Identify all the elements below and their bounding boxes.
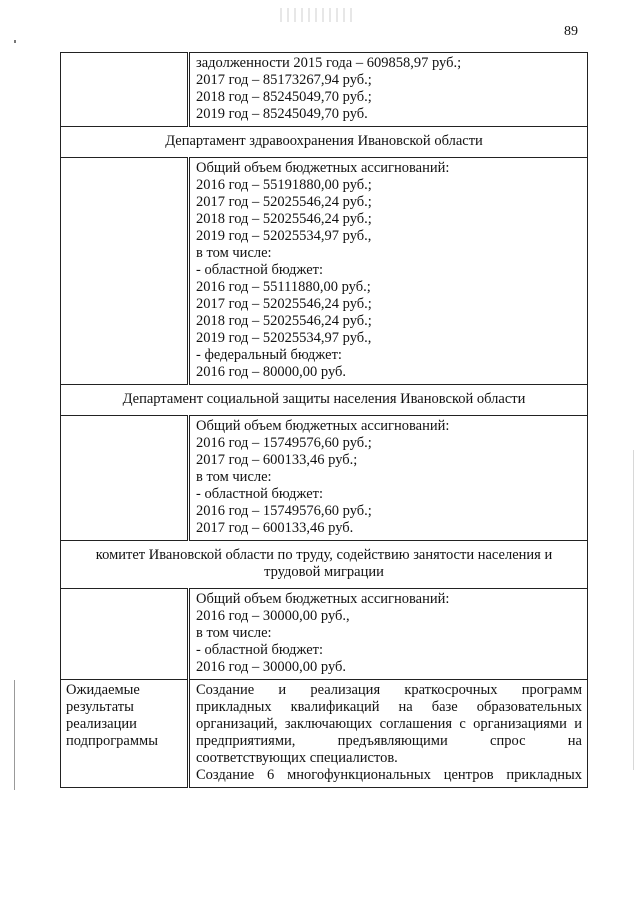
section-header-row [61, 127, 588, 158]
text-line: - федеральный бюджет: [196, 347, 342, 363]
expected-results-label [61, 680, 189, 788]
text-line: Создание и реализация краткосрочных программ [196, 682, 582, 698]
health-dept-budget-cell [189, 158, 588, 385]
text-line: 2016 год – 30000,00 руб. [196, 659, 347, 675]
text-line: соответствующих специалистов. [196, 750, 398, 766]
text-line: организаций, заключающих соглашения с организациями и [196, 716, 582, 732]
scan-edge-line [633, 450, 634, 770]
text-line: 2018 год – 85245049,70 руб.; [196, 89, 372, 105]
text-line: 2017 год – 85173267,94 руб.; [196, 72, 372, 88]
text-line: в том числе: [196, 469, 272, 485]
title-line: комитет Ивановской области по труду, содействию занятости населения и [95, 547, 553, 563]
text-line: 2017 год – 52025546,24 руб.; [196, 194, 372, 210]
section-header-row [61, 385, 588, 416]
table-row [61, 158, 588, 385]
health-dept-title: Департамент здравоохранения Ивановской области [61, 127, 588, 158]
text-line: - областной бюджет: [196, 262, 324, 278]
label-line: результаты [66, 699, 134, 715]
text-line: задолженности 2015 года – 609858,97 руб.; [196, 55, 462, 71]
text-line: 2016 год – 55111880,00 руб.; [196, 279, 371, 295]
empty-label-cell [61, 53, 189, 127]
text-line: в том числе: [196, 245, 272, 261]
text-line: в том числе: [196, 625, 272, 641]
text-line: прикладных квалификаций на базе образовательных [196, 699, 582, 715]
text-line: 2019 год – 52025534,97 руб., [196, 330, 372, 346]
text-line: 2017 год – 600133,46 руб.; [196, 452, 358, 468]
table-row [61, 416, 588, 541]
text-line: 2018 год – 52025546,24 руб.; [196, 313, 372, 329]
scan-edge-mark [14, 680, 15, 790]
scan-speck [14, 40, 16, 43]
text-line: 2016 год – 30000,00 руб., [196, 608, 350, 624]
labor-committee-budget-cell [189, 589, 588, 680]
text-line: 2018 год – 52025546,24 руб.; [196, 211, 372, 227]
text-line: - областной бюджет: [196, 642, 324, 658]
title-line: трудовой миграции [264, 564, 384, 580]
empty-label-cell [61, 589, 189, 680]
label-line: подпрограммы [66, 733, 158, 749]
text-line: Общий объем бюджетных ассигнований: [196, 591, 450, 607]
text-line: 2019 год – 85245049,70 руб. [196, 106, 368, 122]
label-line: реализации [66, 716, 137, 732]
expected-results-text [189, 680, 588, 788]
social-dept-title: Департамент социальной защиты населения Ивановской области [61, 385, 588, 416]
table-row [61, 589, 588, 680]
text-line: 2019 год – 52025534,97 руб., [196, 228, 372, 244]
text-line: Общий объем бюджетных ассигнований: [196, 160, 450, 176]
section-header-row [61, 541, 588, 589]
social-dept-budget-cell [189, 416, 588, 541]
text-line: предприятиями, предъявляющими спрос на [196, 733, 582, 749]
text-line: 2016 год – 80000,00 руб. [196, 364, 347, 380]
empty-label-cell [61, 158, 189, 385]
text-line: 2017 год – 52025546,24 руб.; [196, 296, 372, 312]
table-row [61, 680, 588, 788]
label-line: Ожидаемые [66, 682, 140, 698]
budget-table [60, 52, 588, 788]
text-line: 2016 год – 55191880,00 руб.; [196, 177, 372, 193]
text-line: Общий объем бюджетных ассигнований: [196, 418, 450, 434]
text-line: 2016 год – 15749576,60 руб.; [196, 435, 372, 451]
empty-label-cell [61, 416, 189, 541]
table-row [61, 53, 588, 127]
text-line: 2016 год – 15749576,60 руб.; [196, 503, 372, 519]
scan-artifact [280, 8, 352, 22]
page-number: 89 [564, 24, 578, 39]
text-line: 2017 год – 600133,46 руб. [196, 520, 354, 536]
text-line: Создание 6 многофункциональных центров прикладных [196, 767, 582, 783]
labor-committee-title [61, 541, 588, 589]
text-line: - областной бюджет: [196, 486, 324, 502]
top-block-cell [189, 53, 588, 127]
